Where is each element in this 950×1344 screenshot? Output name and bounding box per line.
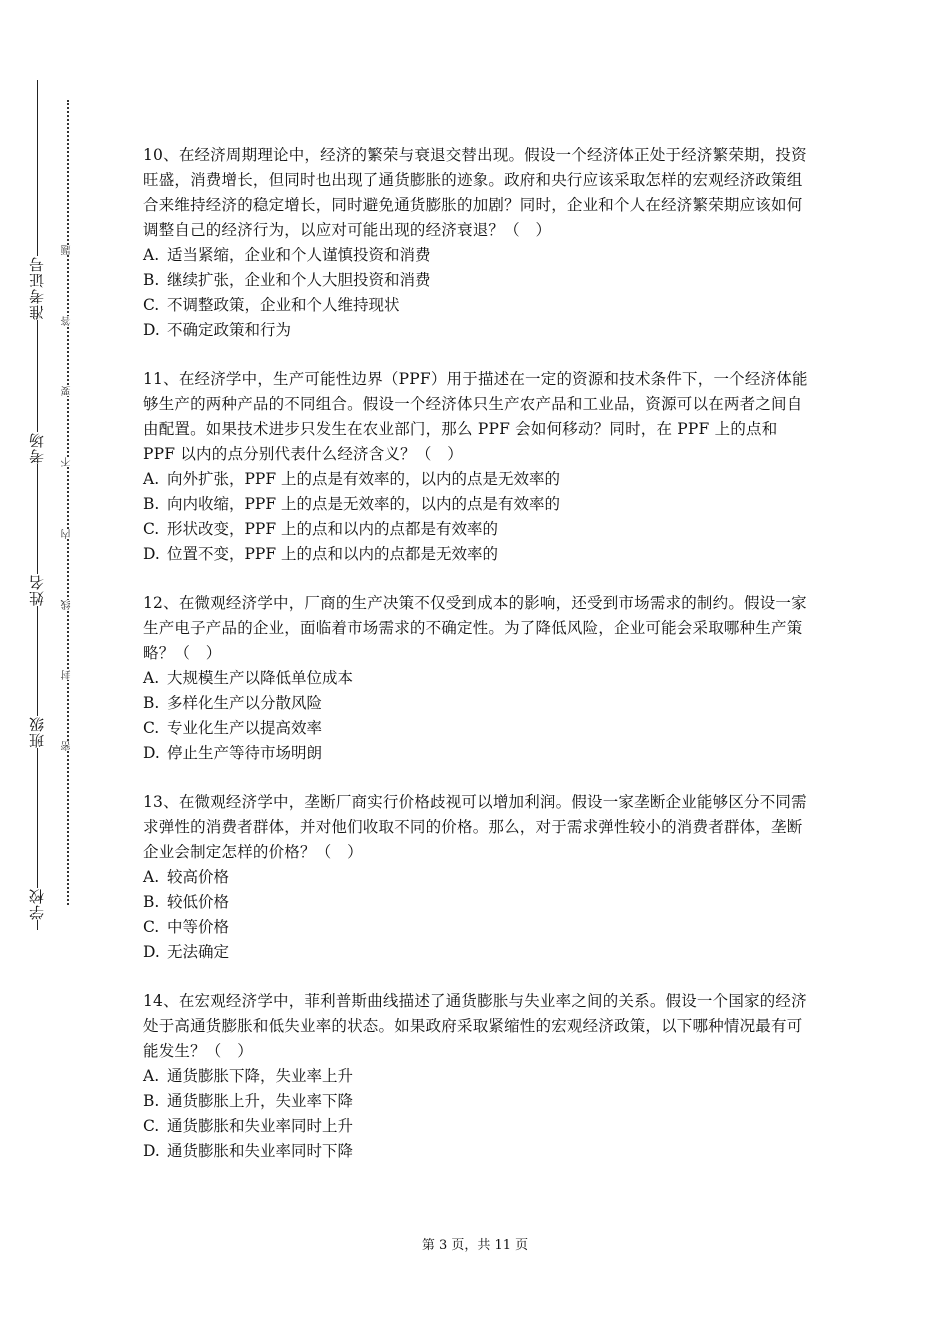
- option-c[interactable]: C. 不调整政策，企业和个人维持现状: [143, 296, 400, 314]
- seal-mark: 封: [60, 670, 76, 680]
- option-a[interactable]: A. 适当紧缩，企业和个人谨慎投资和消费: [143, 246, 431, 264]
- seal-mark: 不: [60, 457, 76, 467]
- option-b[interactable]: B. 多样化生产以分散风险: [143, 694, 323, 712]
- field-label-name: 姓名: [24, 574, 50, 606]
- option-b[interactable]: B. 继续扩张，企业和个人大胆投资和消费: [143, 271, 431, 289]
- question-stem: 11、在经济学中，生产可能性边界（PPF）用于描述在一定的资源和技术条件下，一个经济体能够生产的两种产品的不同组合。假设一个经济体只生产农产品和工业品，资源可以在两者之间自由配置。如果技术进步只发生在农业部门，那么 PPF 会如何移动？同时，在 PPF 上的点和 PPF 以内的点分别代表什么经济含义？（ ）: [143, 370, 808, 463]
- seal-dotted-line: [67, 100, 69, 905]
- option-c[interactable]: C. 形状改变，PPF 上的点和以内的点都是有效率的: [143, 520, 499, 538]
- field-label-class: 班级: [24, 716, 50, 748]
- option-a[interactable]: A. 通货膨胀下降，失业率上升: [143, 1067, 354, 1085]
- page-number: 第 3 页，共 11 页: [421, 1238, 529, 1253]
- binding-line: [37, 80, 38, 930]
- option-c[interactable]: C. 通货膨胀和失业率同时上升: [143, 1117, 354, 1135]
- option-d[interactable]: D. 通货膨胀和失业率同时下降: [143, 1142, 354, 1160]
- question-13: [143, 790, 808, 965]
- seal-mark: 内: [60, 529, 76, 539]
- field-label-exam-number: 准考证号: [24, 256, 50, 320]
- option-b[interactable]: B. 较低价格: [143, 893, 230, 911]
- option-c[interactable]: C. 中等价格: [143, 918, 230, 936]
- option-d[interactable]: D. 无法确定: [143, 943, 230, 961]
- question-11: [143, 367, 808, 567]
- seal-mark: 密: [60, 741, 76, 751]
- question-stem: 10、在经济周期理论中，经济的繁荣与衰退交替出现。假设一个经济体正处于经济繁荣期，投资旺盛，消费增长，但同时也出现了通货膨胀的迹象。政府和央行应该采取怎样的宏观经济政策组合来维持经济的稳定增长，同时避免通货膨胀的加剧？同时，企业和个人在经济繁荣期应该如何调整自己的经济行为，以应对可能出现的经济衰退？（ ）: [143, 146, 807, 239]
- seal-mark: 答: [60, 316, 76, 326]
- question-stem: 13、在微观经济学中，垄断厂商实行价格歧视可以增加利润。假设一家垄断企业能够区分不同需求弹性的消费者群体，并对他们收取不同的价格。那么，对于需求弹性较小的消费者群体，垄断企业会制定怎样的价格？（ ）: [143, 793, 807, 861]
- field-label-exam-room: 考场: [24, 432, 50, 464]
- option-b[interactable]: B. 向内收缩，PPF 上的点是无效率的，以内的点是有效率的: [143, 495, 561, 513]
- option-c[interactable]: C. 专业化生产以提高效率: [143, 719, 323, 737]
- seal-mark: 要: [60, 386, 76, 396]
- question-list: [143, 143, 808, 1188]
- option-a[interactable]: A. 大规模生产以降低单位成本: [143, 669, 354, 687]
- question-14: [143, 989, 808, 1164]
- option-d[interactable]: D. 位置不变，PPF 上的点和以内的点都是无效率的: [143, 545, 499, 563]
- question-12: [143, 591, 808, 766]
- option-d[interactable]: D. 不确定政策和行为: [143, 321, 292, 339]
- option-d[interactable]: D. 停止生产等待市场明朗: [143, 744, 323, 762]
- seal-mark: 题: [60, 245, 76, 255]
- seal-mark: 线: [60, 600, 76, 610]
- option-a[interactable]: A. 向外扩张，PPF 上的点是有效率的，以内的点是无效率的: [143, 470, 561, 488]
- question-stem: 14、在宏观经济学中，菲利普斯曲线描述了通货膨胀与失业率之间的关系。假设一个国家的经济处于高通货膨胀和低失业率的状态。如果政府采取紧缩性的宏观经济政策，以下哪种情况最有可能发生？（ ）: [143, 992, 807, 1060]
- field-label-school: 学校: [24, 888, 50, 920]
- option-a[interactable]: A. 较高价格: [143, 868, 230, 886]
- question-10: [143, 143, 808, 343]
- option-b[interactable]: B. 通货膨胀上升，失业率下降: [143, 1092, 354, 1110]
- question-stem: 12、在微观经济学中，厂商的生产决策不仅受到成本的影响，还受到市场需求的制约。假设一家生产电子产品的企业，面临着市场需求的不确定性。为了降低风险，企业可能会采取哪种生产策略？（ ）: [143, 594, 807, 662]
